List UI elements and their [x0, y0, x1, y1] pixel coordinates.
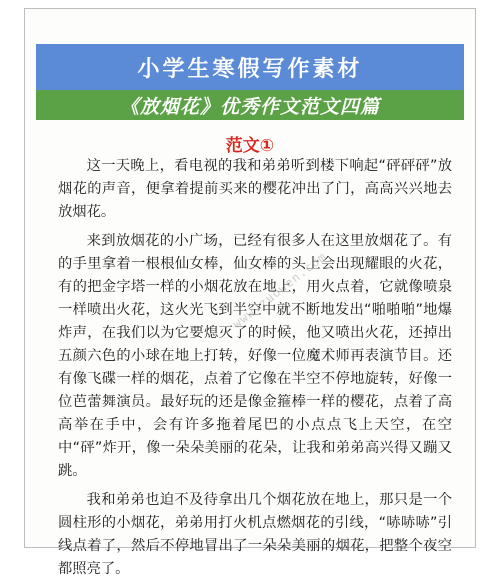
watermark: www.zuowen.com	[230, 249, 330, 332]
paragraph-1: 这一天晚上，看电视的我和弟弟听到楼下响起“砰砰砰”放烟花的声音，便拿着提前买来的樱花冲出了门，高高兴兴地去放烟花。	[58, 158, 452, 220]
paragraph-2: 来到放烟花的小广场，已经有很多人在这里放烟花了。有的手里拿着一根根仙女棒，仙女棒的头上会出现耀眼的火花，有的把金字塔一样的小烟花放在地上，用火点着，它就像喷泉一样喷出火花，这火光飞到半空中就不断地发出“啪啪啪”地爆炸声，在我们以为它要熄灭了的时候，他又喷出火花，还掉出五颜六色的小球在地上打转，好像一位魔术师再表演节目。还有像飞碟一样的烟花，点着了它像在半空不停地旋转，好像一位芭蕾舞演员。最好玩的还是像金箍棒一样的樱花，点着了高高举在手中，会有许多拖着尾巴的小点点飞上天空，在空中“砰”炸开，像一朵朵美丽的花朵，让我和弟弟高兴得又蹦又跳。	[58, 233, 452, 479]
subtitle: 《放烟花》优秀作文范文四篇	[119, 95, 380, 118]
paragraph-3: 我和弟弟也迫不及待拿出几个烟花放在地上，那只是一个圆柱形的小烟花，弟弟用打火机点燃烟花的引线，“哧哧哧”引线点着了，然后不停地冒出了一朵朵美丽的烟花，把整个夜空都照亮了。	[58, 492, 452, 577]
essay-body	[58, 155, 452, 587]
essay-label: 范文①	[225, 136, 275, 156]
title-banner	[36, 44, 464, 90]
subtitle-banner	[36, 90, 464, 120]
main-title: 小学生寒假写作素材	[137, 56, 363, 82]
